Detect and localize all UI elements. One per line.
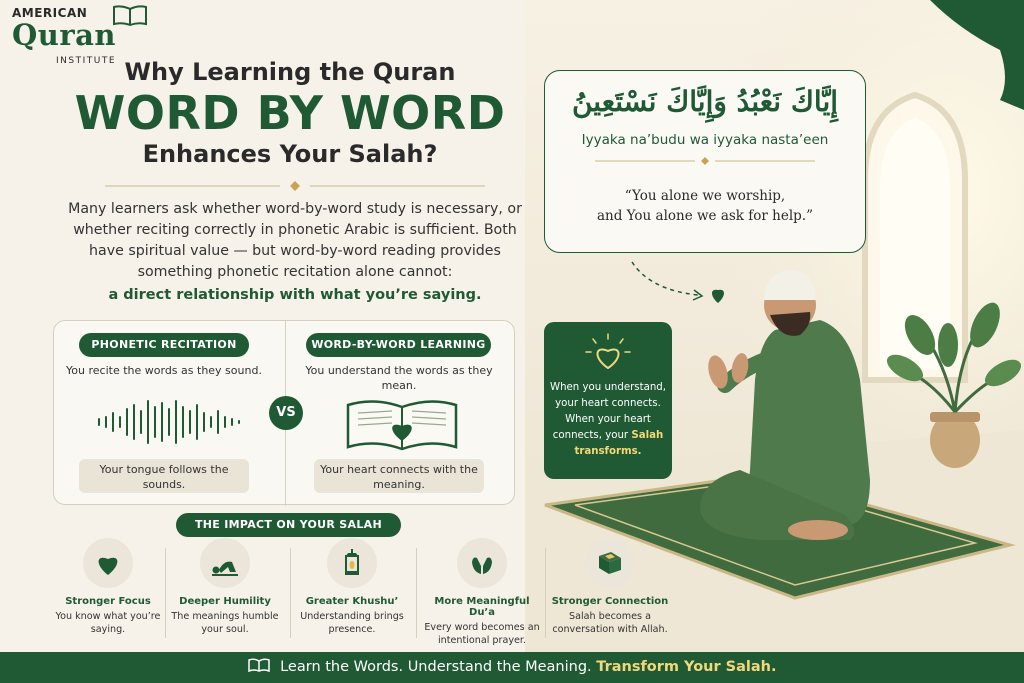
impact-separator [545, 548, 546, 638]
verse-card [544, 70, 866, 253]
prostration-icon [210, 548, 240, 578]
verse-arabic: إِيَّاكَ نَعْبُدُ وَإِيَّاكَ نَسْتَعِينُ [571, 85, 839, 118]
verse-translation [545, 186, 865, 226]
verse-divider [595, 156, 815, 166]
vs-badge: VS [269, 396, 303, 430]
impact-title: Stronger Focus [65, 596, 151, 607]
impact-item-khushu [292, 538, 412, 636]
word-by-word-desc: You understand the words as they mean. [305, 364, 493, 392]
intro-text: Many learners ask whether word-by-word study is necessary, or whether reciting correctly in phonetic Arabic is sufficient. Both have spiritual value — but word-by-word reading provides something phonetic recitation alone cannot: [68, 201, 522, 280]
logo-text-bottom: INSTITUTE [56, 56, 117, 66]
quran-icon [595, 548, 625, 578]
heart-message-highlight: Salah transforms. [574, 430, 664, 457]
impact-desc: Every word becomes an intentional prayer. [424, 622, 540, 646]
ornament-divider [105, 181, 485, 191]
impact-label: THE IMPACT ON YOUR SALAH [176, 513, 401, 537]
impact-title: More Meaningful Du’a [434, 596, 530, 618]
impact-desc: Understanding brings presence. [300, 611, 404, 635]
lantern-icon [337, 548, 367, 578]
impact-item-dua [422, 538, 542, 647]
heart-message-text [544, 380, 672, 460]
book-heart-icon [344, 397, 460, 451]
verse-translation-line-1: “You alone we worship, [624, 188, 786, 204]
impact-title: Deeper Humility [179, 596, 271, 607]
verse-transliteration: Iyyaka na’budu wa iyyaka nasta’een [581, 132, 829, 148]
impact-desc: You know what you’re saying. [55, 611, 161, 635]
impact-item-humility [165, 538, 285, 636]
sound-wave-icon [94, 399, 244, 445]
phonetic-recitation-label: PHONETIC RECITATION [79, 333, 249, 357]
glowing-heart-icon [583, 332, 633, 372]
word-by-word-result-box: Your heart connects with the meaning. [314, 459, 484, 493]
impact-title: Stronger Connection [551, 596, 669, 607]
heart-message-body: When you understand, your heart connects. When your heart connects, your [550, 382, 666, 441]
heart-icon [93, 548, 123, 578]
title-line-2: WORD BY WORD [74, 86, 506, 140]
logo [12, 6, 162, 66]
impact-item-connection [550, 538, 670, 636]
intro-paragraph [60, 199, 530, 306]
phonetic-desc: You recite the words as they sound. [66, 364, 262, 377]
intro-emphasis: a direct relationship with what you’re saying. [108, 287, 482, 303]
verse-translation-line-2: and You alone we ask for help.” [597, 208, 813, 224]
open-book-icon [248, 658, 270, 672]
page-title [40, 58, 540, 168]
logo-text-top: AMERICAN [12, 6, 88, 20]
logo-text-main: Quran [12, 18, 116, 52]
impact-separator [290, 548, 291, 638]
footer-banner [0, 652, 1024, 683]
impact-desc: The meanings humble your soul. [171, 611, 279, 635]
impact-desc: Salah becomes a conversation with Allah. [552, 611, 668, 635]
phonetic-result-box: Your tongue follows the sounds. [79, 459, 249, 493]
open-book-icon [112, 4, 148, 26]
impact-item-focus [48, 538, 168, 636]
comparison-panel [53, 320, 515, 505]
impact-separator [416, 548, 417, 638]
title-line-3: Enhances Your Salah? [142, 140, 438, 168]
footer-text: Learn the Words. Understand the Meaning. [280, 659, 592, 675]
footer-highlight: Transform Your Salah. [596, 659, 777, 675]
word-by-word-label: WORD-BY-WORD LEARNING [306, 333, 491, 357]
heart-message-card [544, 322, 672, 479]
impact-title: Greater Khushu’ [305, 596, 399, 607]
title-line-1: Why Learning the Quran [124, 58, 456, 86]
praying-hands-icon [467, 548, 497, 578]
